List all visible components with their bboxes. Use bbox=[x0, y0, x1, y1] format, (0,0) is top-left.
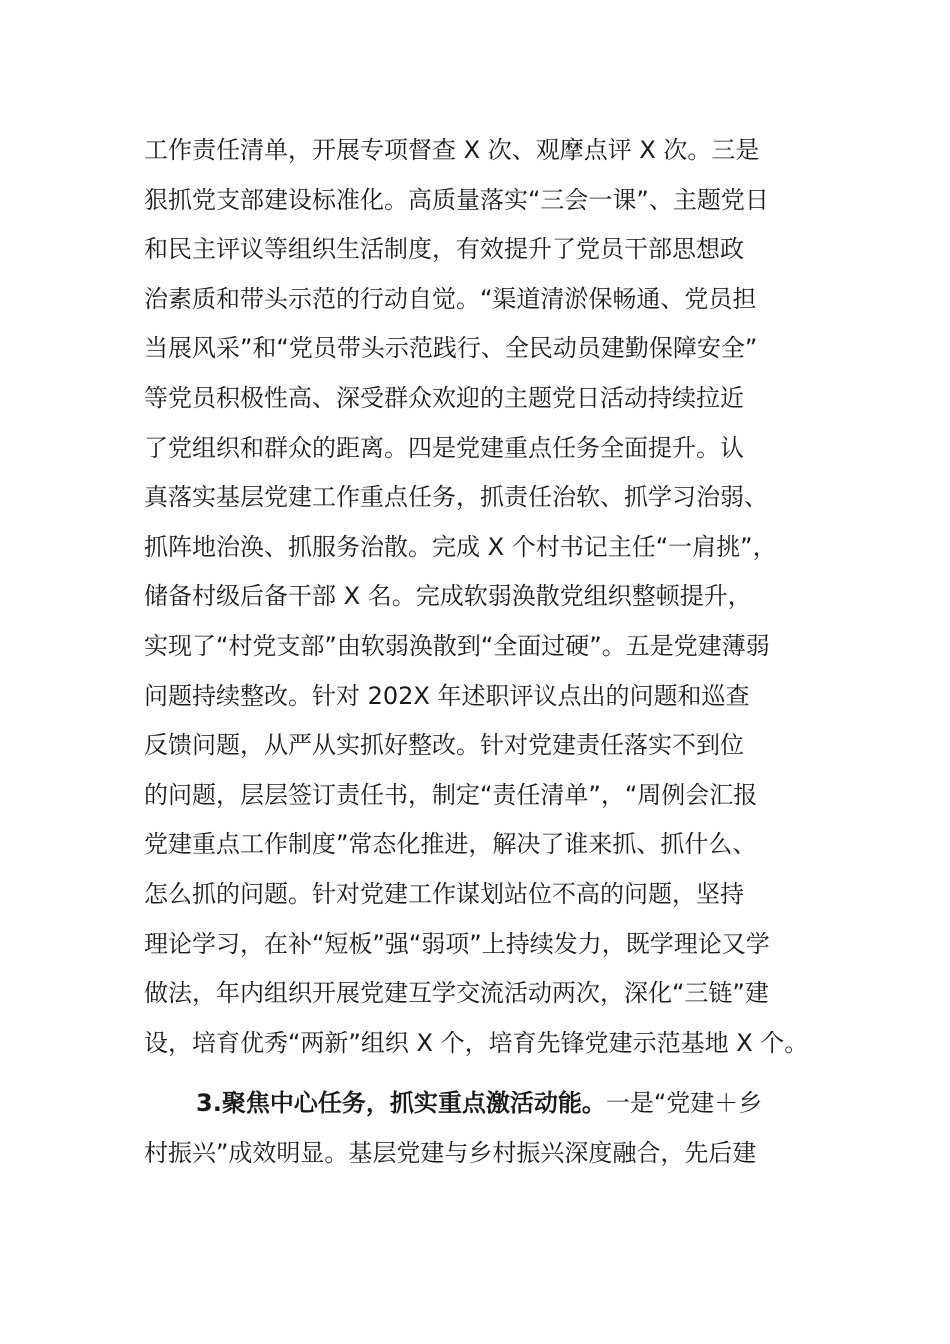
text-line: 做法，年内组织开展党建互学交流活动两次，深化“三链”建 bbox=[144, 979, 769, 1008]
text-line: 怎么抓的问题。针对党建工作谋划站位不高的问题，坚持 bbox=[144, 879, 744, 908]
document-body bbox=[144, 126, 844, 1178]
text-line: 实现了“村党支部”由软弱涣散到“全面过硬”。五是党建薄弱 bbox=[144, 631, 770, 660]
text-line: 狠抓党支部建设标准化。高质量落实“三会一课”、主题党日 bbox=[144, 185, 769, 214]
text-line: 储备村级后备干部 X 名。完成软弱涣散党组织整顿提升， bbox=[144, 582, 752, 611]
text-line: 村振兴”成效明显。基层党建与乡村振兴深度融合，先后建 bbox=[144, 1138, 757, 1167]
text-line: 抓阵地治涣、抓服务治散。完成 X 个村书记主任“一肩挑”， bbox=[144, 532, 777, 561]
heading-continuation: 一是“党建＋乡 bbox=[605, 1089, 763, 1118]
section-heading: 3.聚焦中心任务，抓实重点激活动能。 bbox=[196, 1089, 606, 1118]
text-line: 治素质和带头示范的行动自觉。“渠道清淤保畅通、党员担 bbox=[144, 284, 757, 313]
text-line: 当展风采”和“党员带头示范践行、全民动员建勤保障安全” bbox=[144, 334, 758, 363]
text-line: 了党组织和群众的距离。四是党建重点任务全面提升。认 bbox=[144, 433, 744, 462]
text-line: 问题持续整改。针对 202X 年述职评议点出的问题和巡查 bbox=[144, 681, 750, 710]
paragraph-central-tasks bbox=[144, 1079, 844, 1178]
text-line: 设，培育优秀“两新”组织 X 个，培育先锋党建示范基地 X 个。 bbox=[144, 1028, 809, 1057]
text-line: 理论学习，在补“短板”强“弱项”上持续发力，既学理论又学 bbox=[144, 929, 770, 958]
text-line: 反馈问题，从严从实抓好整改。针对党建责任落实不到位 bbox=[144, 731, 744, 760]
text-line: 的问题，层层签订责任书，制定“责任清单”，“周例会汇报 bbox=[144, 780, 758, 809]
text-line: 真落实基层党建工作重点任务，抓责任治软、抓学习治弱、 bbox=[144, 483, 768, 512]
text-line: 党建重点工作制度”常态化推进，解决了谁来抓、抓什么、 bbox=[144, 830, 757, 859]
paragraph-party-building bbox=[144, 126, 844, 1068]
text-line: 工作责任清单，开展专项督查 X 次、观摩点评 X 次。三是 bbox=[144, 136, 760, 164]
text-line: 和民主评议等组织生活制度，有效提升了党员干部思想政 bbox=[144, 235, 744, 264]
text-line bbox=[144, 1079, 844, 1129]
text-line: 等党员积极性高、深受群众欢迎的主题党日活动持续拉近 bbox=[144, 383, 744, 412]
